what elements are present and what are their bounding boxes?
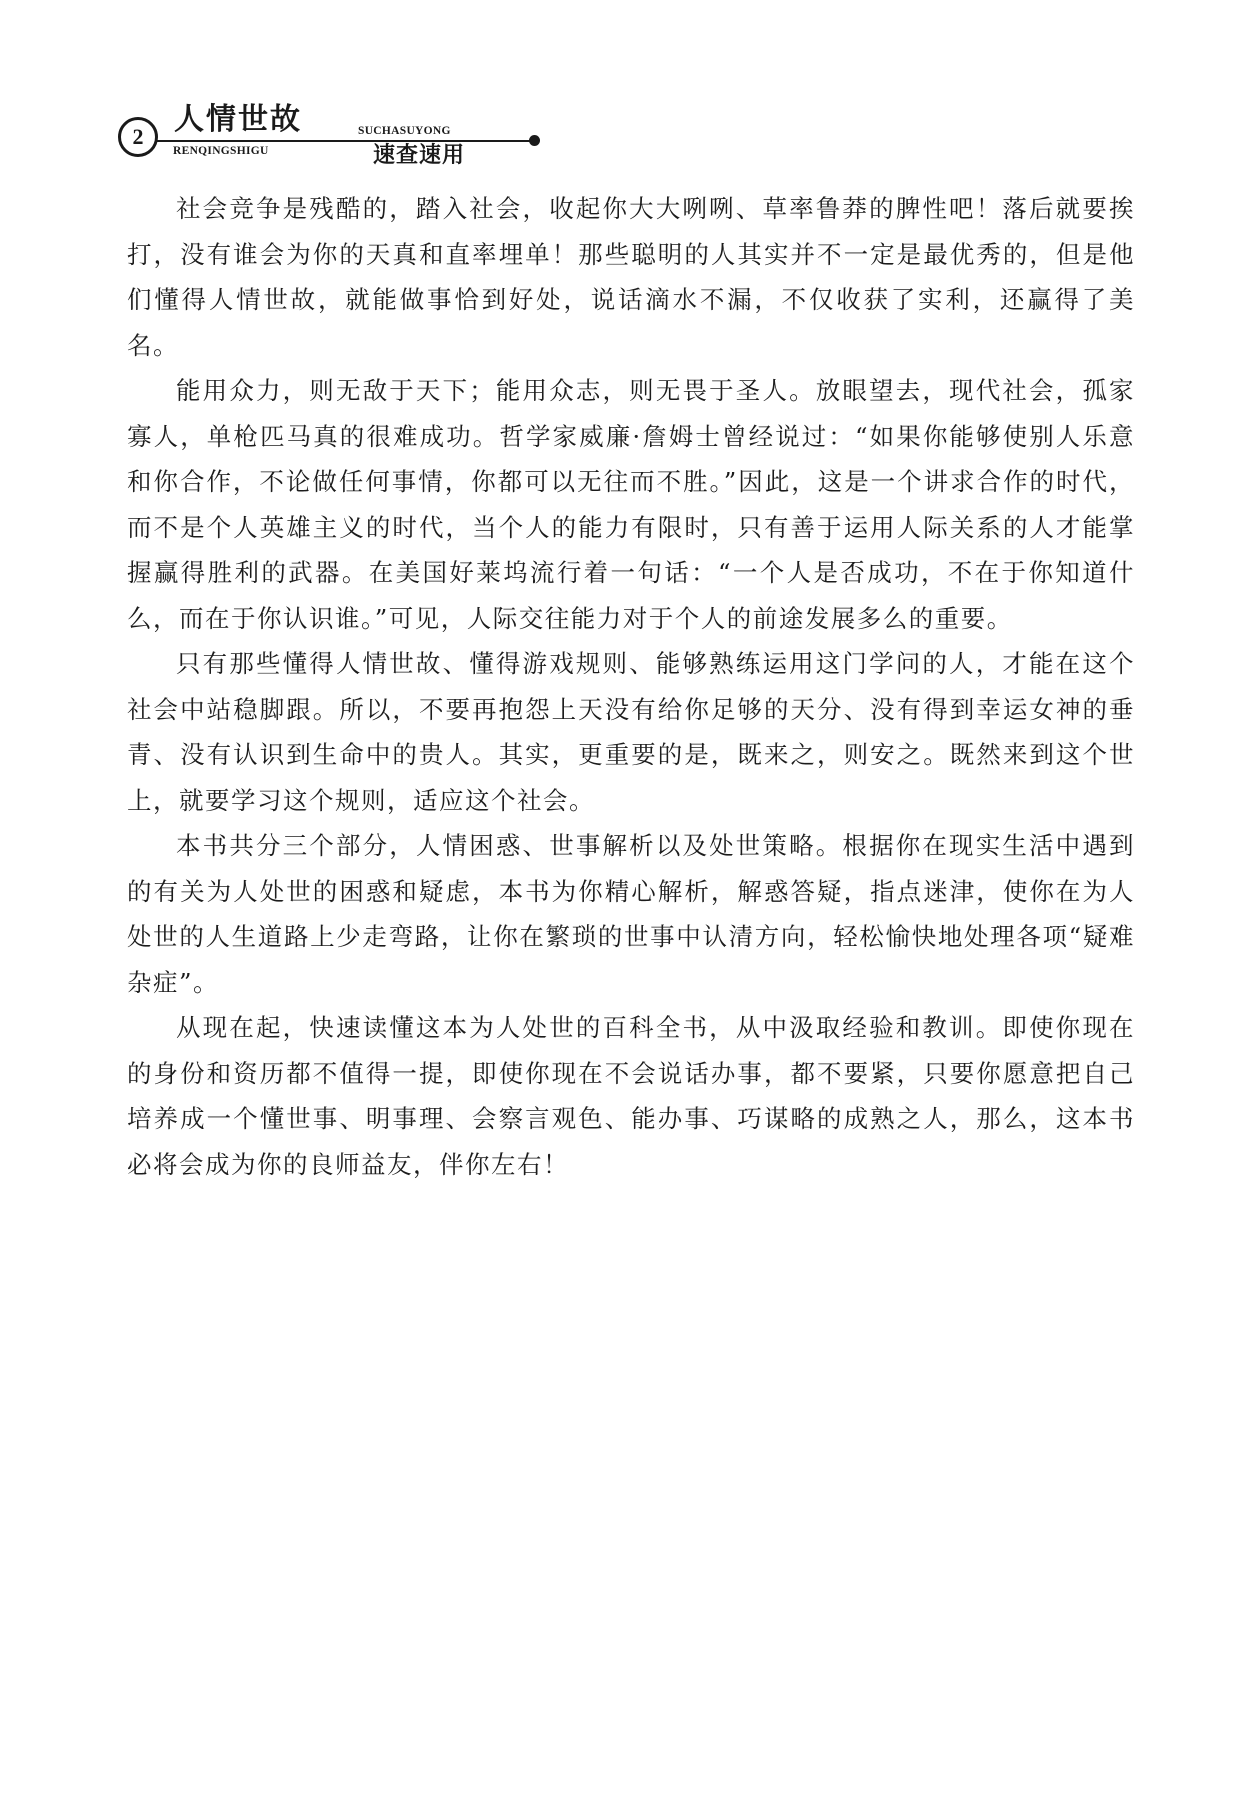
header-rule [152, 140, 532, 142]
running-header [112, 102, 562, 175]
header-dot-ornament [529, 135, 540, 146]
series-subtitle: 速查速用 [373, 143, 466, 168]
paragraph: 社会竞争是残酷的，踏入社会，收起你大大咧咧、草率鲁莽的脾性吧！落后就要挨打，没有谁会为你的天真和直率埋单！那些聪明的人其实并不一定是最优秀的，但是他们懂得人情世故，就能做事恰到好处，说话滴水不漏，不仅收获了实利，还赢得了美名。 [127, 194, 1135, 360]
body-text [127, 186, 1135, 1187]
paragraph: 能用众力，则无敌于天下；能用众志，则无畏于圣人。放眼望去，现代社会，孤家寡人，单枪匹马真的很难成功。哲学家威廉·詹姆士曾经说过：“如果你能够使别人乐意和你合作，不论做任何事情，你都可以无往而不胜。”因此，这是一个讲求合作的时代，而不是个人英雄主义的时代，当个人的能力有限时，只有善于运用人际关系的人才能掌握赢得胜利的武器。在美国好莱坞流行着一句话：“一个人是否成功，不在于你知道什么，而在于你认识谁。”可见，人际交往能力对于个人的前途发展多么的重要。 [127, 376, 1135, 633]
paragraph: 从现在起，快速读懂这本为人处世的百科全书，从中汲取经验和教训。即使你现在的身份和资历都不值得一提，即使你现在不会说话办事，都不要紧，只要你愿意把自己培养成一个懂世事、明事理、会察言观色、能办事、巧谋略的成熟之人，那么，这本书必将会成为你的良师益友，伴你左右！ [127, 1013, 1135, 1179]
paragraph: 只有那些懂得人情世故、懂得游戏规则、能够熟练运用这门学问的人，才能在这个社会中站稳脚跟。所以，不要再抱怨上天没有给你足够的天分、没有得到幸运女神的垂青、没有认识到生命中的贵人。其实，更重要的是，既来之，则安之。既然来到这个世上，就要学习这个规则，适应这个社会。 [127, 649, 1135, 815]
series-subtitle-pinyin: SUCHASUYONG [358, 125, 451, 137]
book-title: 人情世故 [174, 102, 302, 137]
page-number: 2 [132, 124, 144, 149]
page-number-badge [118, 117, 158, 157]
book-title-pinyin: RENQINGSHIGU [173, 145, 269, 157]
paragraph: 本书共分三个部分，人情困惑、世事解析以及处世策略。根据你在现实生活中遇到的有关为人处世的困惑和疑虑，本书为你精心解析，解惑答疑，指点迷津，使你在为人处世的人生道路上少走弯路，让你在繁琐的世事中认清方向，轻松愉快地处理各项“疑难杂症”。 [127, 831, 1135, 997]
